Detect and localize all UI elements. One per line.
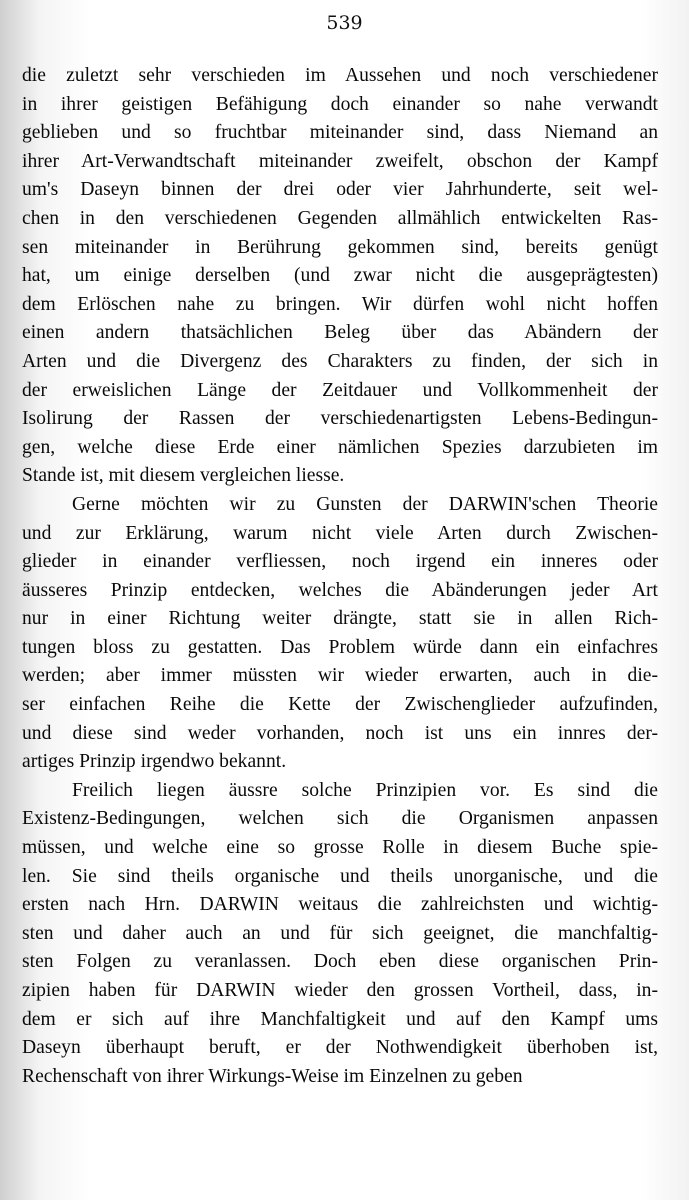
paragraph-3 [22, 777, 658, 1092]
text-line: dem Erlöschen nahe zu bringen. Wir dürfen wohl nicht hoffen [22, 293, 658, 315]
text-line: ihrer Art-Verwandtschaft miteinander zweifelt, obschon der Kampf [22, 150, 658, 172]
text-line: sten und daher auch an und für sich geeignet, die manchfaltig- [22, 922, 658, 944]
text-line: sten Folgen zu veranlassen. Doch eben diese organischen Prin- [22, 951, 658, 973]
body-text [22, 62, 658, 1091]
text-line: geblieben und so fruchtbar miteinander sind, dass Niemand an [22, 122, 658, 144]
text-line: müssen, und welche eine so grosse Rolle in diesem Buche spie- [22, 837, 658, 859]
text-line: ser einfachen Reihe die Kette der Zwischenglieder aufzufinden, [22, 694, 658, 716]
text-line: ersten nach Hrn. DARWIN weitaus die zahlreichsten und wichtig- [22, 894, 658, 916]
text-line: artiges Prinzip irgendwo bekannt. [22, 751, 287, 773]
text-line: tungen bloss zu gestatten. Das Problem würde dann ein einfachres [22, 636, 658, 658]
text-line: hat, um einige derselben (und zwar nicht die ausgeprägtesten) [22, 265, 658, 287]
paragraph-2 [22, 491, 658, 777]
text-line: nur in einer Richtung weiter drängte, statt sie in allen Rich- [22, 608, 658, 630]
page-number: 539 [326, 12, 363, 34]
text-line: äusseres Prinzip entdecken, welches die Abänderungen jeder Art [22, 579, 658, 601]
paragraph-1 [22, 62, 658, 491]
text-line: die zuletzt sehr verschieden im Aussehen und noch verschiedener [22, 65, 658, 86]
text-line: zipien haben für DARWIN wieder den grossen Vortheil, dass, in- [22, 980, 658, 1001]
text-line: in ihrer geistigen Befähigung doch einander so nahe verwandt [22, 93, 658, 115]
text-line: Freilich liegen äussre solche Prinzipien vor. Es sind die [72, 779, 658, 801]
text-line: Isolirung der Rassen der verschiedenartigsten Lebens-Bedingun- [22, 408, 658, 430]
text-line: und zur Erklärung, warum nicht viele Arten durch Zwischen- [22, 522, 658, 544]
text-line: um's Daseyn binnen der drei oder vier Jahrhunderte, seit wel- [22, 179, 658, 201]
text-line: Existenz-Bedingungen, welchen sich die Organismen anpassen [22, 808, 658, 830]
text-line: der erweislichen Länge der Zeitdauer und Vollkommenheit der [22, 379, 658, 401]
text-line: chen in den verschiedenen Gegenden allmählich entwickelten Ras- [22, 207, 658, 229]
text-line: gen, welche diese Erde einer nämlichen Spezies darzubieten im [22, 436, 658, 458]
text-line: sen miteinander in Berührung gekommen sind, bereits genügt [22, 236, 658, 258]
text-line: len. Sie sind theils organische und theils unorganische, und die [22, 865, 658, 887]
text-line: einen andern thatsächlichen Beleg über das Abändern der [22, 322, 658, 344]
text-line: Rechenschaft von ihrer Wirkungs-Weise im Einzelnen zu geben [22, 1065, 523, 1087]
text-line: dem er sich auf ihre Manchfaltigkeit und auf den Kampf ums [22, 1008, 658, 1030]
text-line: Gerne möchten wir zu Gunsten der DARWIN'schen Theorie [72, 493, 658, 515]
text-line: werden; aber immer müssten wir wieder erwarten, auch in die- [22, 665, 658, 687]
text-line: Arten und die Divergenz des Charakters zu finden, der sich in [22, 350, 658, 372]
text-line: glieder in einander verfliessen, noch irgend ein inneres oder [22, 551, 658, 573]
text-line: Stande ist, mit diesem vergleichen liesse. [22, 465, 345, 487]
text-line: und diese sind weder vorhanden, noch ist uns ein innres der- [22, 722, 658, 744]
text-line: Daseyn überhaupt beruft, er der Nothwendigkeit überhoben ist, [22, 1037, 658, 1059]
